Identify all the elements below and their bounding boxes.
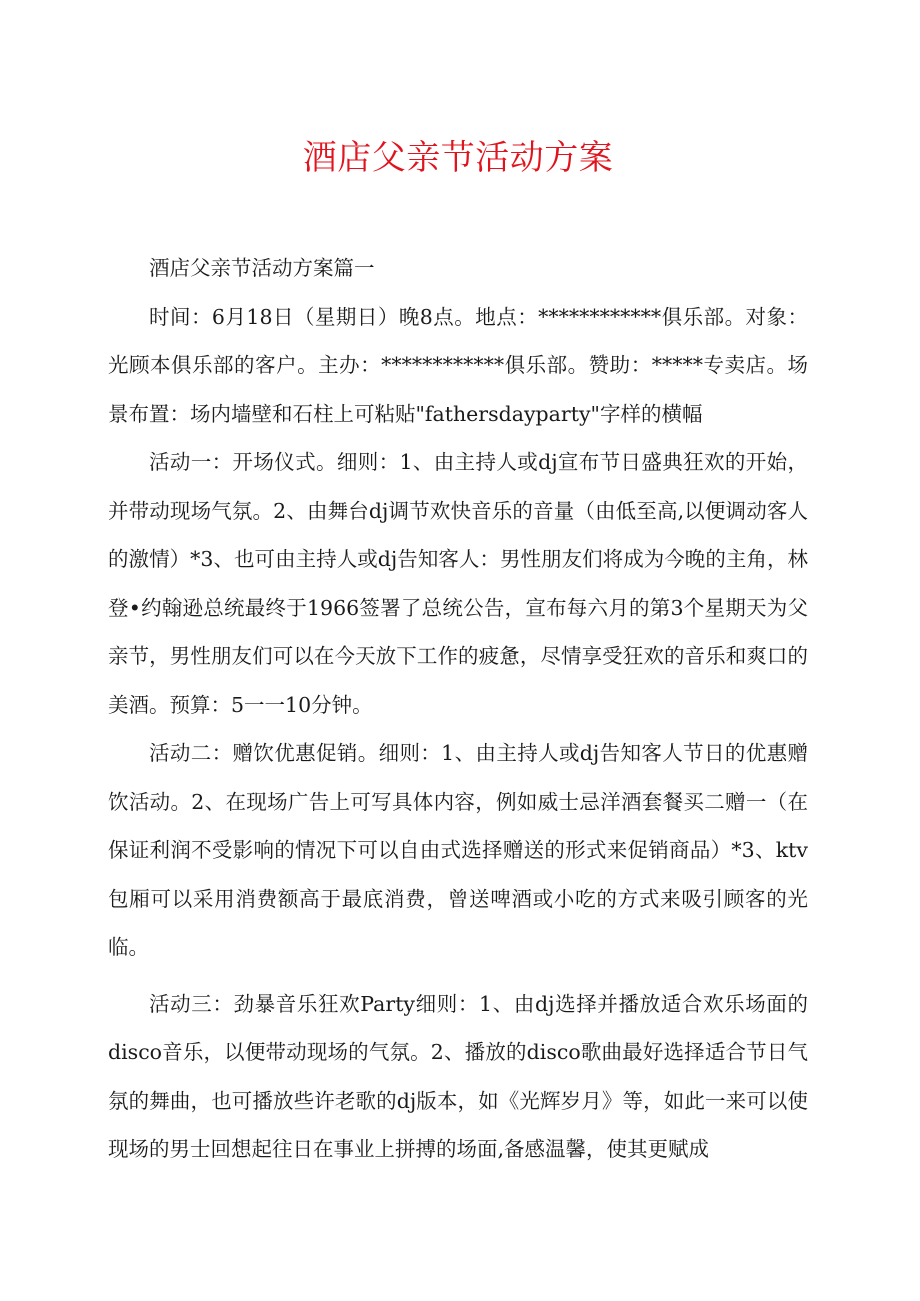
document-title: 酒店父亲节活动方案: [302, 138, 614, 178]
section-heading: 酒店父亲节活动方案篇一: [149, 256, 375, 280]
paragraph-event-info: 时间：6月18日（星期日）晚8点。地点：************俱乐部。对象：光顾本俱乐部的客户。主办：************俱乐部。赞助：*****专卖店。场景布置：场内墙壁和石柱上可粘贴"fathersdayparty"字样的横幅: [108, 304, 808, 426]
paragraph-activity-three: 活动三：劲暴音乐狂欢Party细则：1、由dj选择并播放适合欢乐场面的disco音乐，以便带动现场的气氛。2、播放的disco歌曲最好选择适合节日气氛的舞曲，也可播放些许老歌的dj版本，如《光辉岁月》等，如此一来可以使现场的男士回想起往日在事业上拼搏的场面,备感温馨，使其更赋成: [108, 991, 808, 1161]
paragraph-activity-two: 活动二：赠饮优惠促销。细则：1、由主持人或dj告知客人节日的优惠赠饮活动。2、在现场广告上可写具体内容，例如威士忌洋酒套餐买二赠一（在保证利润不受影响的情况下可以自由式选择赠送的形式来促销商品）*3、ktv包厢可以采用消费额高于最底消费，曾送啤酒或小吃的方式来吸引顾客的光临。: [108, 741, 808, 959]
paragraph-activity-one: 活动一：开场仪式。细则：1、由主持人或dj宣布节日盛典狂欢的开始，并带动现场气氛。2、由舞台dj调节欢快音乐的音量（由低至高,以便调动客人的激情）*3、也可由主持人或dj告知客人：男性朋友们将成为今晚的主角，林登•约翰逊总统最终于1966签署了总统公告，宣布每六月的第3个星期天为父亲节，男性朋友们可以在今天放下工作的疲惫，尽情享受狂欢的音乐和爽口的美酒。预算：5一一10分钟。: [108, 450, 808, 717]
